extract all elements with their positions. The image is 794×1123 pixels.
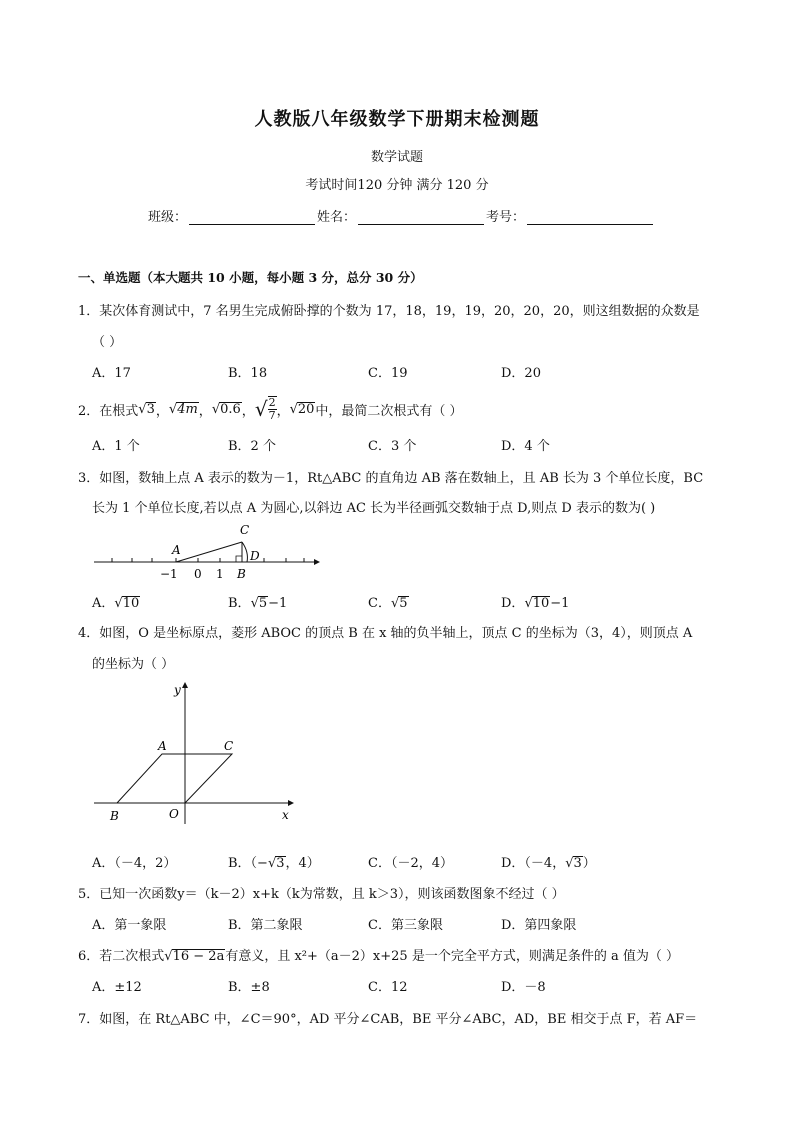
option-a[interactable]: A．1 个 [92,439,140,454]
question-number: 6． [78,949,100,964]
label-a: A [172,543,181,557]
question-number: 2． [78,403,100,419]
question-5 [78,883,565,902]
label-o: O [169,807,179,821]
option-c[interactable]: C．（－2，4） [368,856,453,871]
option-c[interactable]: C．3 个 [368,439,417,454]
question-number: 4． [78,626,100,641]
question-3-line2: 长为 1 个单位长度,若以点 A 为圆心,以斜边 AC 长为半径画弧交数轴于点 D,则点 D 表示的数为( ) [92,501,656,516]
class-label: 班级： [148,210,188,225]
question-number: 3． [78,471,100,486]
exam-info: 考试时间120 分钟 满分 120 分 [305,178,489,193]
question-text-pre: 若二次根式 [99,949,165,964]
question-4-line2: 的坐标为（ ） [92,657,175,672]
question-number: 7． [78,1012,100,1027]
option-a[interactable]: A．（－4，2） [92,856,177,871]
x-axis-arrow-icon [288,800,294,806]
id-blank[interactable] [527,210,653,225]
option-a[interactable]: A．第一象限 [92,918,167,933]
option-d[interactable]: D．4 个 [501,439,550,454]
question-2: 2． 在根式 √ 3 ， √ 4m ， √ 0.6 ， √ $\frac{2}{7}$ ， √ 20 中，最简二次根式有（ ） [78,396,463,422]
option-c[interactable]: C．19 [368,366,408,381]
arc-ad [242,542,247,562]
option-d[interactable]: D．（－4，√3） [501,856,596,871]
option-b[interactable]: B．√5−1 [228,596,288,611]
option-a[interactable]: A．±12 [92,980,142,995]
question-1-bracket: （ ） [92,335,123,350]
tick-label-1: 1 [216,567,224,581]
option-b[interactable]: B．18 [228,366,268,381]
option-a[interactable]: A．17 [92,366,131,381]
radical-4m: 4m [177,402,198,417]
question-text: 某次体育测试中，7 名男生完成俯卧撑的个数为 17，18，19，19，20，20，20，则这组数据的众数是 [99,304,700,319]
hypotenuse-ac [176,542,242,562]
label-c: C [240,523,250,537]
question-text: 如图，数轴上点 A 表示的数为－1，Rt△ABC 的直角边 AB 落在数轴上，且 AB 长为 3 个单位长度，BC [99,471,704,486]
option-b[interactable]: B．±8 [228,980,270,995]
name-label: 姓名： [317,210,357,225]
option-d[interactable]: D．√10−1 [501,596,570,611]
student-info-fields [148,206,655,225]
label-b: B [110,809,119,823]
question-3 [78,467,703,486]
page-title: 人教版八年级数学下册期末检测题 [254,109,540,130]
label-a: A [158,739,167,753]
tick-label-neg1: −1 [160,567,178,581]
number-line-figure [92,520,322,582]
rhombus-abco [117,754,232,803]
option-c[interactable]: C．12 [368,980,408,995]
label-d: D [250,549,260,563]
tick-marks [112,558,304,562]
option-d[interactable]: D．－8 [501,980,546,995]
radical-0-6: 0.6 [220,402,241,417]
right-angle-mark [236,556,242,562]
label-x: x [282,808,289,822]
y-axis-arrow-icon [182,682,188,688]
question-text: 已知一次函数y＝（k－2）x+k（k为常数，且 k＞3），则该函数图象不经过（ ） [99,887,565,902]
radical-fraction: $\frac{2}{7}$ [268,396,276,422]
axis-arrow-icon [314,559,320,565]
question-text: 如图，O 是坐标原点，菱形 ABOC 的顶点 B 在 x 轴的负半轴上，顶点 C 的坐标为（3，4），则顶点 A [99,626,693,641]
option-a[interactable]: A．√10 [92,596,140,611]
question-text-pre: 在根式 [99,403,139,419]
tick-label-0: 0 [194,567,202,581]
option-c[interactable]: C．第三象限 [368,918,443,933]
question-7 [78,1008,697,1027]
option-b[interactable]: B．2 个 [228,439,276,454]
radical-16-2a: 16 − 2a [172,949,225,964]
radical-3: 3 [146,402,155,417]
id-label: 考号： [486,210,526,225]
radical-20: 20 [297,402,315,417]
question-6: 6．若二次根式√16 − 2a有意义，且 x²+（a－2）x+25 是一个完全平方式，则满足条件的 a 值为（ ） [78,949,679,964]
option-b[interactable]: B．（−√3，4） [228,856,320,871]
rhombus-figure [92,676,302,826]
option-c[interactable]: C．√5 [368,596,408,611]
label-y: y [174,683,181,697]
option-d[interactable]: D．20 [501,366,541,381]
question-text-post: 中，最简二次根式有（ ） [315,403,463,419]
option-b[interactable]: B．第二象限 [228,918,303,933]
label-c: C [224,739,234,753]
name-blank[interactable] [358,210,484,225]
question-number: 5． [78,887,100,902]
question-4 [78,622,692,641]
option-d[interactable]: D．第四象限 [501,918,577,933]
question-text: 如图，在 Rt△ABC 中，∠C＝90°，AD 平分∠CAB，BE 平分∠ABC，AD，BE 相交于点 F，若 AF＝ [99,1012,698,1027]
class-blank[interactable] [189,210,315,225]
question-text-post: 有意义，且 x²+（a－2）x+25 是一个完全平方式，则满足条件的 a 值为（ ） [225,949,679,964]
section-title: 一、单选题（本大题共 10 小题，每小题 3 分，总分 30 分） [78,270,423,285]
page-subtitle: 数学试题 [370,150,423,165]
label-b: B [237,567,246,581]
question-number: 1． [78,304,100,319]
question-1 [78,300,700,319]
